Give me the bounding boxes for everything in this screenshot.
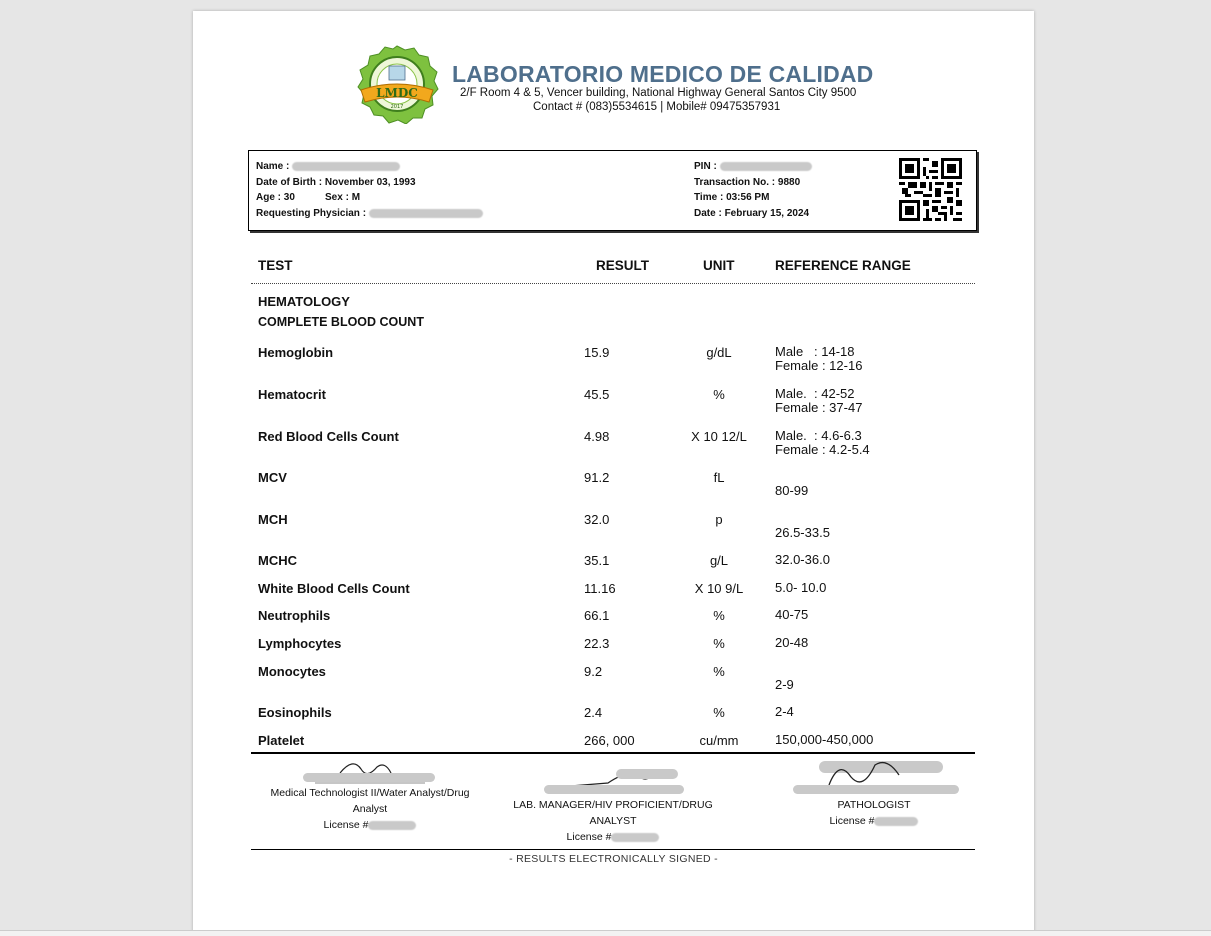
- test-unit: fL: [713, 470, 725, 485]
- transaction-field: Transaction No. : 9880: [694, 177, 801, 188]
- test-result: 91.2: [584, 470, 610, 485]
- signatory-title: Medical Technologist II/Water Analyst/Drug: [270, 787, 470, 799]
- patient-info-box: [248, 150, 977, 231]
- test-unit: g/L: [709, 553, 729, 568]
- test-unit: X 10 9/L: [694, 581, 744, 596]
- test-result: 9.2: [584, 664, 603, 679]
- test-reference: Male. : 42-52 Female : 37-47: [775, 386, 863, 415]
- test-reference: 40-75: [775, 607, 809, 622]
- test-name: Neutrophils: [258, 608, 331, 623]
- signatory-title-cont: ANALYST: [589, 815, 637, 827]
- patient-sex-field: Sex : M: [325, 192, 361, 203]
- col-header-reference: REFERENCE RANGE: [775, 258, 911, 273]
- test-result: 15.9: [584, 345, 610, 360]
- test-name: Hemoglobin: [258, 345, 334, 360]
- signatory-license: License #: [255, 817, 485, 833]
- viewer-bottom-bar: [0, 930, 1211, 936]
- test-unit: cu/mm: [699, 733, 739, 748]
- test-result: 266, 000: [584, 733, 635, 748]
- test-name: Platelet: [258, 733, 305, 748]
- table-row: [193, 387, 1034, 427]
- lab-address: 2/F Room 4 & 5, Vencer building, National Highway General Santos City 9500: [460, 87, 857, 99]
- header-divider: [251, 283, 975, 284]
- redacted-pin: [720, 162, 812, 171]
- test-name: Red Blood Cells Count: [258, 429, 399, 444]
- test-unit: %: [713, 636, 725, 651]
- test-reference: 2-9: [775, 677, 794, 692]
- svg-text:2017: 2017: [390, 104, 404, 110]
- test-unit: p: [715, 512, 723, 527]
- electronic-signature-note: - RESULTS ELECTRONICALLY SIGNED -: [509, 853, 718, 865]
- patient-dob-field: Date of Birth : November 03, 1993: [256, 177, 416, 188]
- signatory-lab-manager: [498, 763, 728, 845]
- signatory-medtech: [255, 755, 485, 833]
- test-unit: %: [713, 608, 725, 623]
- signatures-divider-bottom: [251, 849, 975, 850]
- test-reference: Male : 14-18 Female : 12-16: [775, 344, 863, 373]
- qr-code-icon: [899, 158, 962, 221]
- signatory-title-cont: Analyst: [352, 803, 388, 815]
- test-name: White Blood Cells Count: [258, 581, 410, 596]
- test-reference: 150,000-450,000: [775, 732, 874, 747]
- section-title: HEMATOLOGY: [258, 294, 350, 309]
- patient-age-field: Age : 30: [256, 192, 295, 203]
- test-name: MCH: [258, 512, 288, 527]
- test-unit: %: [713, 664, 725, 679]
- table-row: [193, 345, 1034, 385]
- test-name: MCV: [258, 470, 287, 485]
- test-reference: 32.0-36.0: [775, 552, 830, 567]
- patient-name-field: Name :: [256, 161, 400, 172]
- test-result: 35.1: [584, 553, 610, 568]
- signature-image: [295, 755, 445, 785]
- signatory-title: PATHOLOGIST: [837, 799, 911, 811]
- lab-report-page: [193, 11, 1034, 935]
- svg-text:LMDC: LMDC: [376, 86, 418, 100]
- test-name: Lymphocytes: [258, 636, 342, 651]
- test-reference: 2-4: [775, 704, 794, 719]
- test-result: 66.1: [584, 608, 610, 623]
- test-name: Hematocrit: [258, 387, 326, 402]
- test-result: 4.98: [584, 429, 610, 444]
- test-reference: 26.5-33.5: [775, 525, 830, 540]
- table-row: [193, 429, 1034, 469]
- col-header-test: TEST: [258, 258, 293, 273]
- redacted-name: [292, 162, 400, 171]
- table-row: [193, 512, 1034, 552]
- signature-image: [779, 755, 969, 797]
- test-name: MCHC: [258, 553, 297, 568]
- requesting-physician-field: Requesting Physician :: [256, 208, 483, 219]
- test-result: 45.5: [584, 387, 610, 402]
- col-header-unit: UNIT: [703, 258, 735, 273]
- time-field: Time : 03:56 PM: [694, 192, 770, 203]
- test-unit: %: [713, 705, 725, 720]
- test-name: Monocytes: [258, 664, 326, 679]
- subsection-title: COMPLETE BLOOD COUNT: [258, 315, 424, 329]
- test-reference: 20-48: [775, 635, 809, 650]
- signatory-license: License #: [498, 829, 728, 845]
- table-row: [193, 470, 1034, 510]
- test-unit: g/dL: [706, 345, 732, 360]
- test-result: 11.16: [584, 581, 616, 596]
- signatures-divider-top: [251, 752, 975, 754]
- date-field: Date : February 15, 2024: [694, 208, 810, 219]
- test-unit: %: [713, 387, 725, 402]
- pin-field: PIN :: [694, 161, 812, 172]
- signatory-license: License #: [759, 813, 989, 829]
- test-reference: 5.0- 10.0: [775, 580, 827, 595]
- test-result: 2.4: [584, 705, 603, 720]
- lab-contact: Contact # (083)5534615 | Mobile# 09475357931: [533, 101, 781, 113]
- test-unit: X 10 12/L: [691, 429, 747, 444]
- test-name: Eosinophils: [258, 705, 332, 720]
- test-result: 32.0: [584, 512, 610, 527]
- signatory-title: LAB. MANAGER/HIV PROFICIENT/DRUG: [513, 799, 713, 811]
- lab-seal-logo: [355, 44, 439, 124]
- test-reference: 80-99: [775, 483, 809, 498]
- table-row: [193, 664, 1034, 704]
- lab-name: LABORATORIO MEDICO DE CALIDAD: [452, 61, 874, 87]
- signature-image: [538, 763, 688, 797]
- test-reference: Male. : 4.6-6.3 Female : 4.2-5.4: [775, 428, 870, 457]
- test-result: 22.3: [584, 636, 610, 651]
- col-header-result: RESULT: [596, 258, 649, 273]
- signatory-pathologist: [759, 755, 989, 829]
- redacted-physician: [369, 209, 483, 218]
